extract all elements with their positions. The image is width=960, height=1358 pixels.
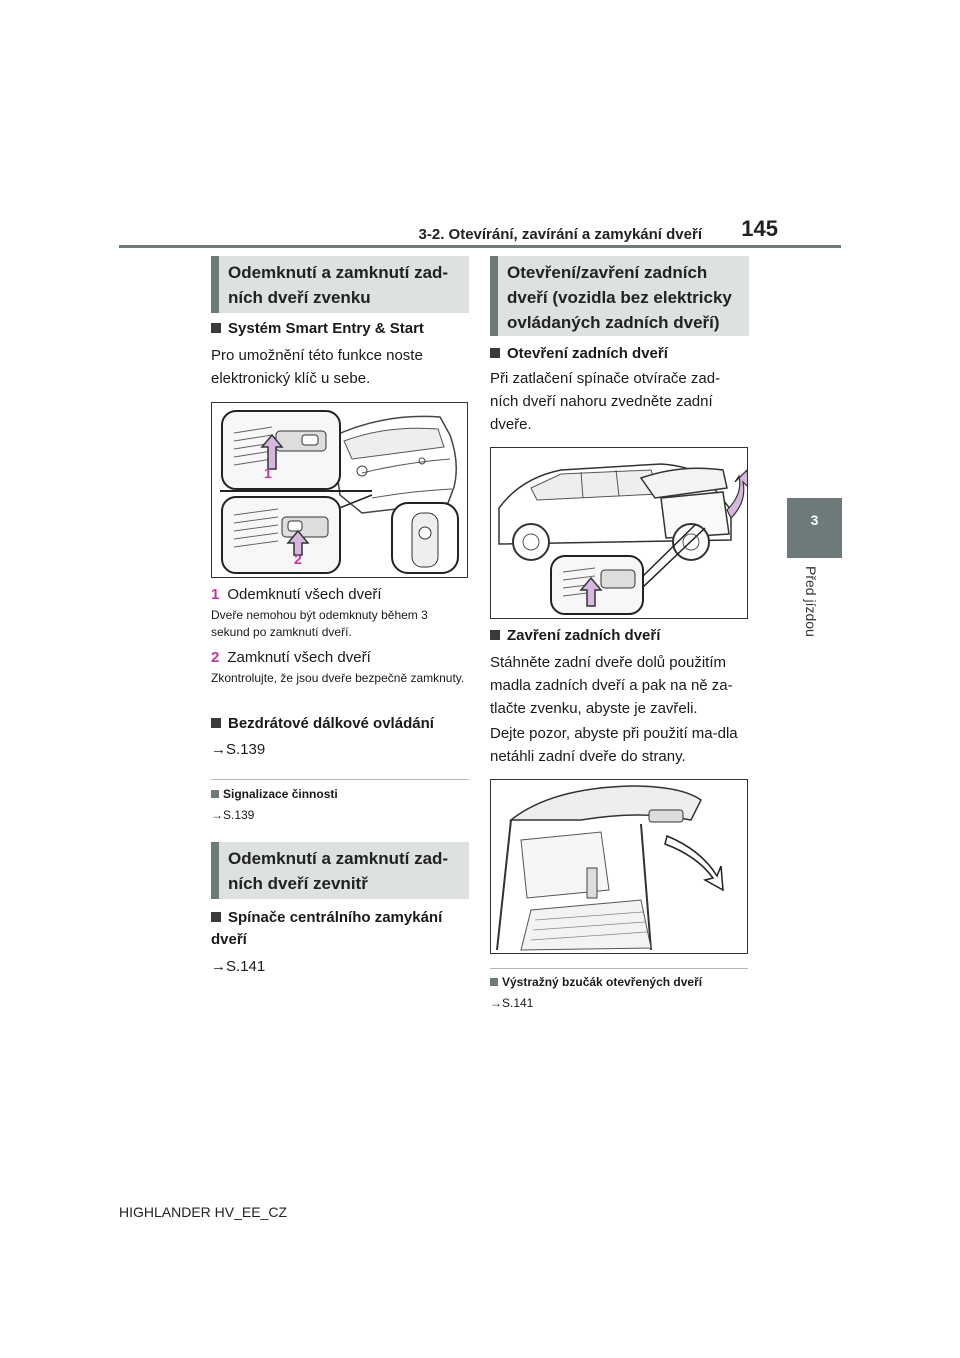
wireless-remote-title: Bezdrátové dálkové ovládání	[211, 715, 434, 732]
divider-right	[490, 968, 748, 969]
chapter-side-label	[803, 566, 825, 676]
item-2-number: 2	[211, 649, 220, 666]
heading-tailgate: Otevření/zavření zadních dveří (vozidla bez elektricky ovládaných zadních dveří)	[490, 256, 749, 336]
chapter-label: Před jízdou	[803, 566, 819, 637]
open-tailgate-text: Při zatlačení spínače otvírače zad-ních dveří nahoru zvedněte zadní dveře.	[490, 370, 721, 433]
footer-model: HIGHLANDER HV_EE_CZ	[119, 1204, 288, 1220]
figure-label-2: 2	[294, 551, 302, 567]
item-1-note: Dveře nemohou být odemknuty během 3 sekund po zamknutí dveří.	[211, 608, 428, 639]
heading-unlock-outside: Odemknutí a zamknutí zad-ních dveří zvenku	[211, 256, 469, 313]
open-tailgate-title: Otevření zadních dveří	[490, 345, 668, 362]
signal-ref: →S.139	[211, 808, 255, 822]
page-number: 145	[741, 216, 778, 241]
chapter-tab: 3	[787, 498, 842, 558]
header-rule	[119, 245, 841, 248]
divider-left	[211, 779, 469, 780]
heading-unlock-inside: Odemknutí a zamknutí zad-ních dveří zevnitř	[211, 842, 469, 899]
signal-title: Signalizace činnosti	[211, 787, 338, 801]
wireless-remote-ref: →S.139	[211, 741, 266, 758]
item-1-number: 1	[211, 586, 220, 603]
figure-open-tailgate-illustration	[491, 448, 748, 619]
item-2-note: Zkontrolujte, že jsou dveře bezpečně zamknuty.	[211, 671, 465, 685]
close-tailgate-title: Zavření zadních dveří	[490, 627, 660, 644]
figure-close-tailgate	[490, 779, 748, 954]
figure-handle-buttons-illustration	[212, 403, 468, 578]
figure-open-tailgate	[490, 447, 748, 619]
section-reference: 3-2. Otevírání, zavírání a zamykání dveří	[418, 226, 702, 243]
smart-entry-text: Pro umožnění této funkce noste elektronický klíč u sebe.	[211, 347, 423, 387]
item-1-label: Odemknutí všech dveří	[227, 586, 382, 603]
figure-label-1: 1	[264, 465, 272, 481]
buzzer-title: Výstražný bzučák otevřených dveří	[490, 975, 702, 989]
item-2-label: Zamknutí všech dveří	[227, 649, 371, 666]
smart-entry-title: Systém Smart Entry & Start	[211, 320, 424, 337]
close-tailgate-text-1: Stáhněte zadní dveře dolů použitím madla zadních dveří a pak na ně za-tlačte zvenku, abyste je zavřeli.	[490, 654, 733, 717]
central-lock-title: Spínače centrálního zamykání dveří	[211, 907, 469, 951]
item-2	[211, 646, 466, 669]
close-tailgate-text-2: Dejte pozor, abyste při použití ma-dla netáhli zadní dveře do strany.	[490, 725, 738, 765]
figure-close-tailgate-illustration	[491, 780, 748, 954]
central-lock-ref: →S.141	[211, 958, 266, 975]
buzzer-ref: →S.141	[490, 996, 534, 1010]
item-1	[211, 583, 466, 606]
figure-handle-buttons	[211, 402, 468, 578]
